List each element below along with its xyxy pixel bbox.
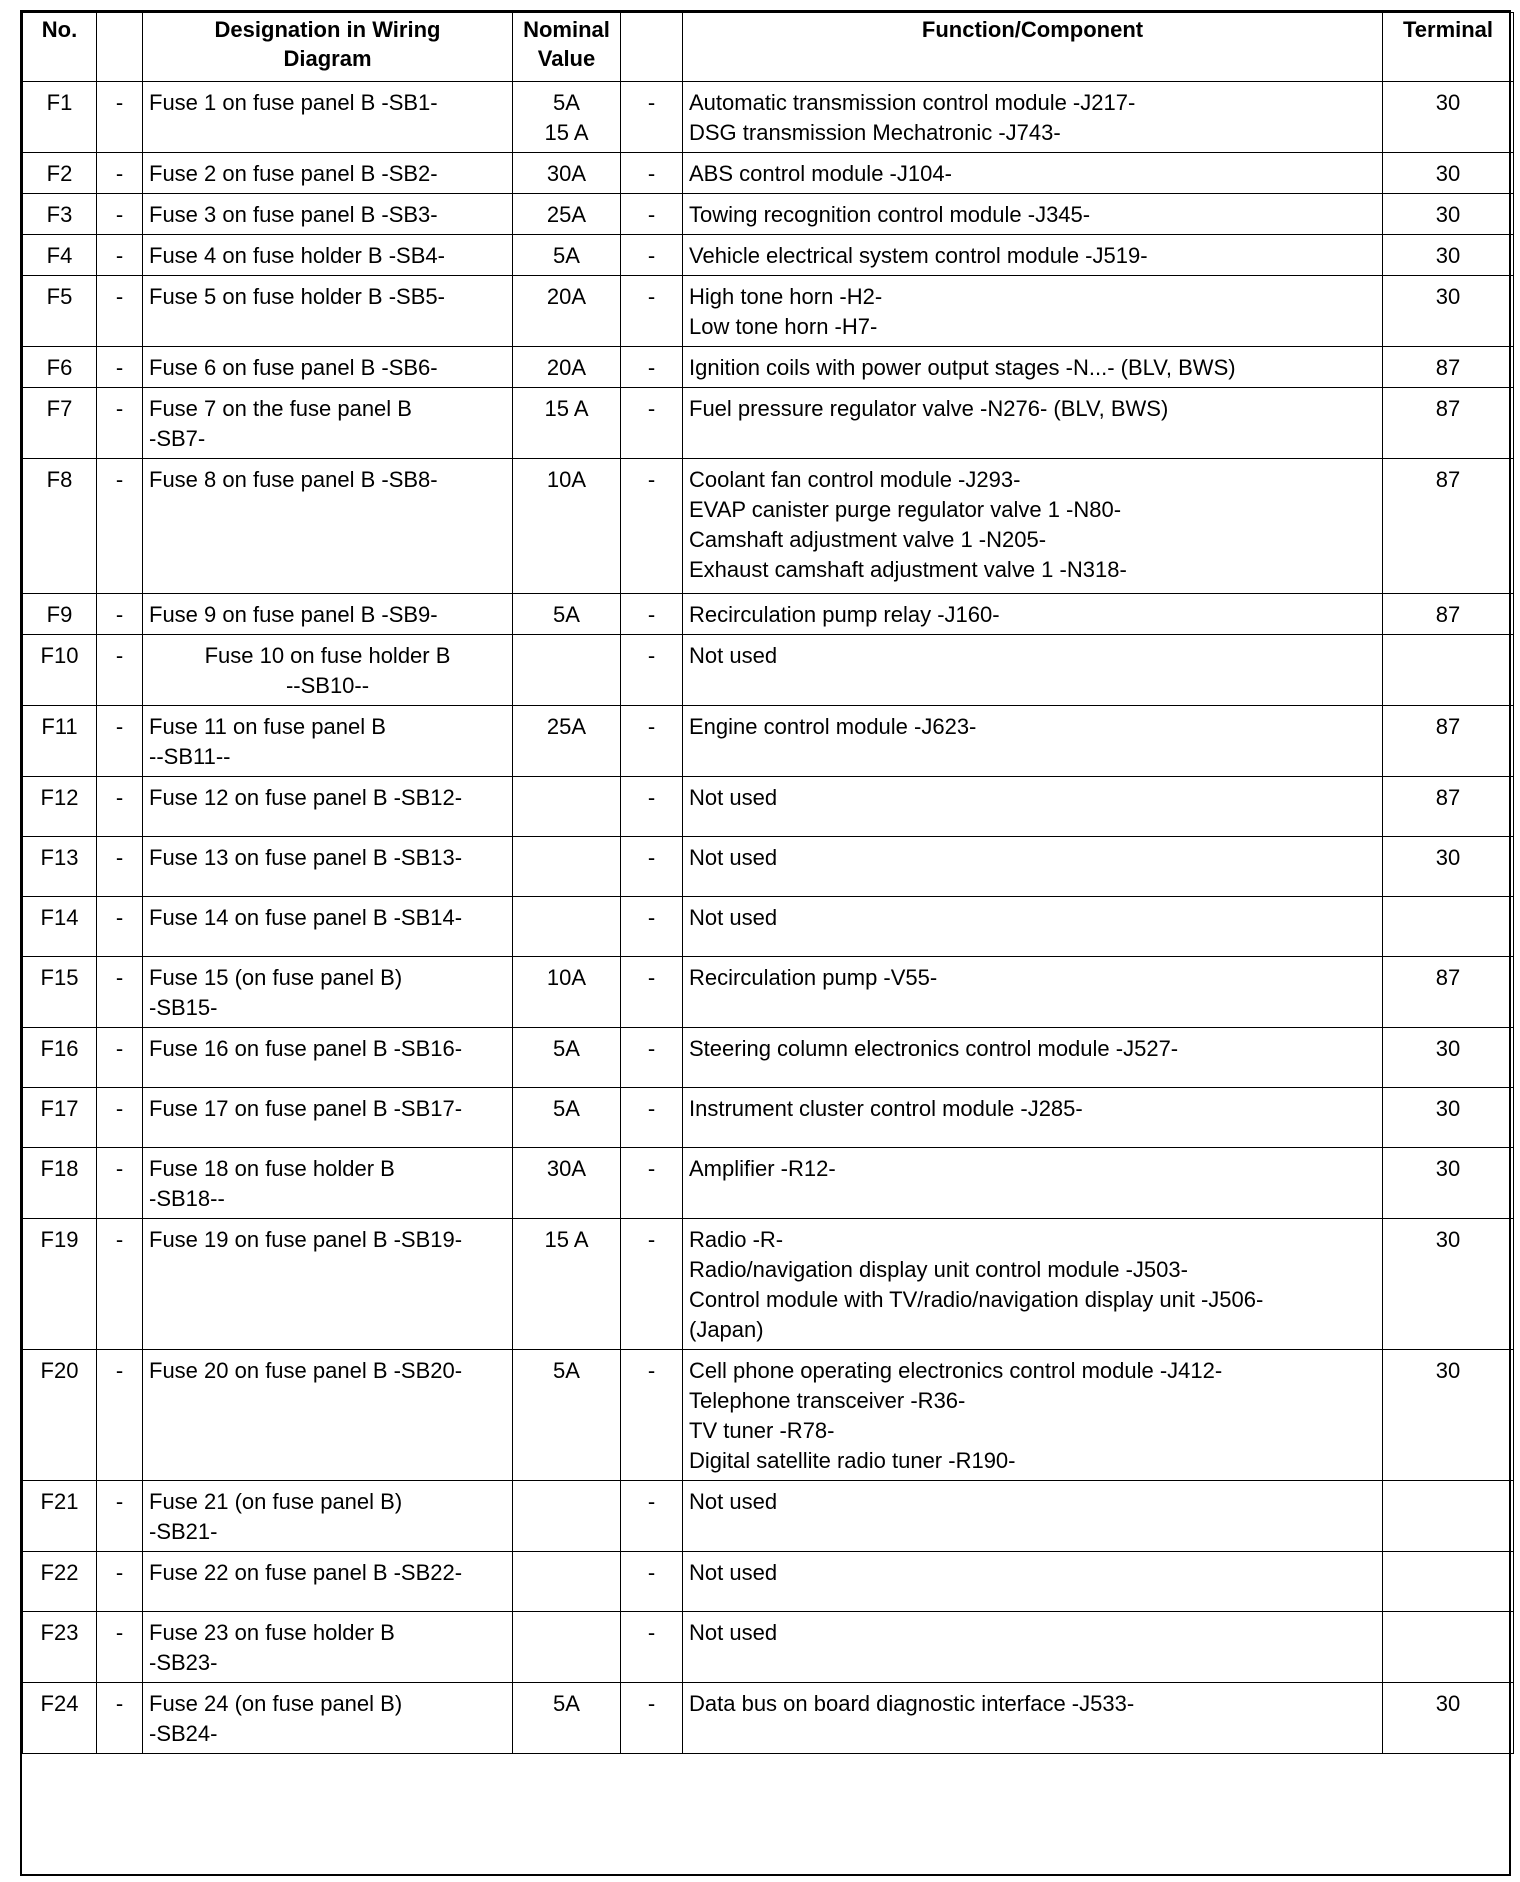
fuse-number-cell: F8 (23, 459, 97, 594)
terminal-cell: 87 (1383, 777, 1514, 837)
nominal-value-cell: 25A (513, 706, 621, 777)
designation-cell: Fuse 10 on fuse holder B --SB10-- (143, 635, 513, 706)
function-cell: Towing recognition control module -J345- (683, 194, 1383, 235)
nominal-value-cell: 15 A (513, 388, 621, 459)
fuse-number-cell: F4 (23, 235, 97, 276)
table-row (23, 459, 1514, 594)
fuse-number-cell: F17 (23, 1088, 97, 1148)
separator-cell: - (97, 1481, 143, 1552)
designation-cell: Fuse 9 on fuse panel B -SB9- (143, 594, 513, 635)
table-row (23, 235, 1514, 276)
fuse-number-cell: F6 (23, 347, 97, 388)
table-row (23, 1148, 1514, 1219)
separator-cell: - (97, 194, 143, 235)
fuse-number-cell: F21 (23, 1481, 97, 1552)
separator-cell: - (621, 1481, 683, 1552)
fuse-number-cell: F16 (23, 1028, 97, 1088)
separator-cell: - (621, 153, 683, 194)
function-cell: ABS control module -J104- (683, 153, 1383, 194)
terminal-cell (1383, 1481, 1514, 1552)
separator-cell: - (621, 1350, 683, 1481)
designation-cell: Fuse 15 (on fuse panel B) -SB15- (143, 957, 513, 1028)
table-row (23, 82, 1514, 153)
table-row (23, 1088, 1514, 1148)
function-cell: Fuel pressure regulator valve -N276- (BLV, BWS) (683, 388, 1383, 459)
fuse-table-sheet (20, 10, 1511, 1876)
function-cell: Radio -R- Radio/navigation display unit control module -J503- Control module with TV/radio/navigation display unit -J506- (Japan) (683, 1219, 1383, 1350)
fuse-number-cell: F19 (23, 1219, 97, 1350)
table-row (23, 347, 1514, 388)
function-cell: Vehicle electrical system control module -J519- (683, 235, 1383, 276)
separator-cell: - (97, 347, 143, 388)
table-row (23, 153, 1514, 194)
terminal-cell: 87 (1383, 459, 1514, 594)
nominal-value-cell (513, 837, 621, 897)
nominal-value-cell: 5A (513, 1028, 621, 1088)
separator-cell: - (97, 459, 143, 594)
nominal-value-cell (513, 1612, 621, 1683)
table-row (23, 957, 1514, 1028)
designation-cell: Fuse 18 on fuse holder B -SB18-- (143, 1148, 513, 1219)
function-cell: Engine control module -J623- (683, 706, 1383, 777)
separator-cell: - (97, 837, 143, 897)
separator-cell: - (97, 957, 143, 1028)
terminal-cell: 87 (1383, 388, 1514, 459)
terminal-cell: 87 (1383, 957, 1514, 1028)
table-row (23, 837, 1514, 897)
terminal-cell: 30 (1383, 194, 1514, 235)
function-cell: Data bus on board diagnostic interface -J533- (683, 1683, 1383, 1754)
fuse-number-cell: F13 (23, 837, 97, 897)
separator-cell: - (97, 635, 143, 706)
separator-cell: - (97, 706, 143, 777)
designation-cell: Fuse 3 on fuse panel B -SB3- (143, 194, 513, 235)
fuse-table (22, 12, 1514, 1754)
fuse-number-cell: F18 (23, 1148, 97, 1219)
separator-cell: - (621, 459, 683, 594)
fuse-number-cell: F5 (23, 276, 97, 347)
table-row (23, 1612, 1514, 1683)
separator-cell: - (621, 347, 683, 388)
nominal-value-cell: 30A (513, 153, 621, 194)
nominal-value-cell: 25A (513, 194, 621, 235)
designation-cell: Fuse 11 on fuse panel B --SB11-- (143, 706, 513, 777)
designation-cell: Fuse 13 on fuse panel B -SB13- (143, 837, 513, 897)
fuse-number-cell: F9 (23, 594, 97, 635)
separator-cell: - (621, 1219, 683, 1350)
table-row (23, 1552, 1514, 1612)
separator-cell: - (621, 276, 683, 347)
function-cell: Amplifier -R12- (683, 1148, 1383, 1219)
table-row (23, 1350, 1514, 1481)
designation-cell: Fuse 22 on fuse panel B -SB22- (143, 1552, 513, 1612)
terminal-cell (1383, 897, 1514, 957)
separator-cell: - (621, 1148, 683, 1219)
separator-cell: - (621, 594, 683, 635)
designation-cell: Fuse 5 on fuse holder B -SB5- (143, 276, 513, 347)
nominal-value-cell: 5A (513, 235, 621, 276)
table-row (23, 594, 1514, 635)
table-row (23, 635, 1514, 706)
separator-cell: - (97, 1350, 143, 1481)
designation-cell: Fuse 2 on fuse panel B -SB2- (143, 153, 513, 194)
table-row (23, 276, 1514, 347)
terminal-cell: 30 (1383, 1028, 1514, 1088)
function-cell: Cell phone operating electronics control module -J412- Telephone transceiver -R36- TV tuner -R78- Digital satellite radio tuner -R190- (683, 1350, 1383, 1481)
designation-cell: Fuse 24 (on fuse panel B) -SB24- (143, 1683, 513, 1754)
designation-cell: Fuse 1 on fuse panel B -SB1- (143, 82, 513, 153)
terminal-cell: 87 (1383, 347, 1514, 388)
nominal-value-cell: 5A (513, 1088, 621, 1148)
function-cell: Not used (683, 1481, 1383, 1552)
designation-cell: Fuse 7 on the fuse panel B -SB7- (143, 388, 513, 459)
header-no: No. (23, 13, 97, 82)
nominal-value-cell (513, 1552, 621, 1612)
terminal-cell: 87 (1383, 594, 1514, 635)
table-row (23, 897, 1514, 957)
function-cell: Coolant fan control module -J293- EVAP canister purge regulator valve 1 -N80- Camshaft adjustment valve 1 -N205- Exhaust camshaft adjustment valve 1 -N318- (683, 459, 1383, 594)
terminal-cell: 30 (1383, 1350, 1514, 1481)
terminal-cell: 30 (1383, 837, 1514, 897)
nominal-value-cell (513, 1481, 621, 1552)
fuse-number-cell: F23 (23, 1612, 97, 1683)
designation-cell: Fuse 14 on fuse panel B -SB14- (143, 897, 513, 957)
terminal-cell: 30 (1383, 82, 1514, 153)
terminal-cell (1383, 635, 1514, 706)
separator-cell: - (97, 777, 143, 837)
table-header-row (23, 13, 1514, 82)
separator-cell: - (621, 1552, 683, 1612)
header-function: Function/Component (683, 13, 1383, 82)
fuse-number-cell: F1 (23, 82, 97, 153)
table-row (23, 194, 1514, 235)
separator-cell: - (621, 235, 683, 276)
table-row (23, 388, 1514, 459)
fuse-number-cell: F22 (23, 1552, 97, 1612)
function-cell: Not used (683, 1552, 1383, 1612)
nominal-value-cell (513, 777, 621, 837)
separator-cell: - (97, 153, 143, 194)
separator-cell: - (97, 1612, 143, 1683)
header-terminal: Terminal (1383, 13, 1514, 82)
terminal-cell: 30 (1383, 1148, 1514, 1219)
function-cell: Recirculation pump relay -J160- (683, 594, 1383, 635)
separator-cell: - (621, 388, 683, 459)
terminal-cell: 30 (1383, 1683, 1514, 1754)
function-cell: High tone horn -H2- Low tone horn -H7- (683, 276, 1383, 347)
fuse-number-cell: F14 (23, 897, 97, 957)
function-cell: Not used (683, 1612, 1383, 1683)
nominal-value-cell (513, 635, 621, 706)
designation-cell: Fuse 17 on fuse panel B -SB17- (143, 1088, 513, 1148)
table-row (23, 1219, 1514, 1350)
nominal-value-cell: 5A (513, 1350, 621, 1481)
designation-cell: Fuse 8 on fuse panel B -SB8- (143, 459, 513, 594)
terminal-cell: 30 (1383, 235, 1514, 276)
nominal-value-cell: 10A (513, 459, 621, 594)
designation-cell: Fuse 4 on fuse holder B -SB4- (143, 235, 513, 276)
fuse-number-cell: F11 (23, 706, 97, 777)
separator-cell: - (97, 1683, 143, 1754)
designation-cell: Fuse 12 on fuse panel B -SB12- (143, 777, 513, 837)
separator-cell: - (621, 82, 683, 153)
separator-cell: - (97, 1088, 143, 1148)
separator-cell: - (97, 388, 143, 459)
separator-cell: - (621, 957, 683, 1028)
nominal-value-cell: 20A (513, 347, 621, 388)
separator-cell: - (621, 706, 683, 777)
separator-cell: - (621, 777, 683, 837)
separator-cell: - (621, 897, 683, 957)
terminal-cell: 30 (1383, 1088, 1514, 1148)
function-cell: Ignition coils with power output stages -N...- (BLV, BWS) (683, 347, 1383, 388)
separator-cell: - (97, 82, 143, 153)
function-cell: Recirculation pump -V55- (683, 957, 1383, 1028)
separator-cell: - (621, 1088, 683, 1148)
fuse-number-cell: F3 (23, 194, 97, 235)
table-row (23, 706, 1514, 777)
terminal-cell: 87 (1383, 706, 1514, 777)
table-row (23, 777, 1514, 837)
nominal-value-cell: 10A (513, 957, 621, 1028)
terminal-cell: 30 (1383, 153, 1514, 194)
fuse-number-cell: F24 (23, 1683, 97, 1754)
separator-cell: - (621, 194, 683, 235)
designation-cell: Fuse 21 (on fuse panel B) -SB21- (143, 1481, 513, 1552)
header-separator (621, 13, 683, 82)
separator-cell: - (621, 1683, 683, 1754)
designation-cell: Fuse 6 on fuse panel B -SB6- (143, 347, 513, 388)
fuse-number-cell: F15 (23, 957, 97, 1028)
nominal-value-cell: 20A (513, 276, 621, 347)
table-row (23, 1481, 1514, 1552)
separator-cell: - (97, 235, 143, 276)
header-separator (97, 13, 143, 82)
nominal-value-cell: 30A (513, 1148, 621, 1219)
fuse-number-cell: F2 (23, 153, 97, 194)
separator-cell: - (97, 897, 143, 957)
separator-cell: - (97, 594, 143, 635)
fuse-number-cell: F20 (23, 1350, 97, 1481)
nominal-value-cell (513, 897, 621, 957)
separator-cell: - (97, 1028, 143, 1088)
separator-cell: - (621, 635, 683, 706)
designation-cell: Fuse 19 on fuse panel B -SB19- (143, 1219, 513, 1350)
function-cell: Not used (683, 777, 1383, 837)
nominal-value-cell: 5A (513, 1683, 621, 1754)
function-cell: Not used (683, 897, 1383, 957)
separator-cell: - (621, 837, 683, 897)
terminal-cell: 30 (1383, 1219, 1514, 1350)
separator-cell: - (97, 1552, 143, 1612)
header-nominal-value: Nominal Value (513, 13, 621, 82)
terminal-cell (1383, 1552, 1514, 1612)
separator-cell: - (97, 1148, 143, 1219)
separator-cell: - (97, 1219, 143, 1350)
fuse-number-cell: F12 (23, 777, 97, 837)
terminal-cell (1383, 1612, 1514, 1683)
fuse-number-cell: F7 (23, 388, 97, 459)
table-row (23, 1683, 1514, 1754)
function-cell: Not used (683, 837, 1383, 897)
nominal-value-cell: 5A (513, 594, 621, 635)
nominal-value-cell: 15 A (513, 1219, 621, 1350)
separator-cell: - (621, 1612, 683, 1683)
nominal-value-cell: 5A 15 A (513, 82, 621, 153)
separator-cell: - (621, 1028, 683, 1088)
function-cell: Instrument cluster control module -J285- (683, 1088, 1383, 1148)
designation-cell: Fuse 16 on fuse panel B -SB16- (143, 1028, 513, 1088)
designation-cell: Fuse 23 on fuse holder B -SB23- (143, 1612, 513, 1683)
table-row (23, 1028, 1514, 1088)
designation-cell: Fuse 20 on fuse panel B -SB20- (143, 1350, 513, 1481)
fuse-number-cell: F10 (23, 635, 97, 706)
function-cell: Automatic transmission control module -J217- DSG transmission Mechatronic -J743- (683, 82, 1383, 153)
function-cell: Steering column electronics control module -J527- (683, 1028, 1383, 1088)
terminal-cell: 30 (1383, 276, 1514, 347)
separator-cell: - (97, 276, 143, 347)
header-designation: Designation in Wiring Diagram (143, 13, 513, 82)
function-cell: Not used (683, 635, 1383, 706)
